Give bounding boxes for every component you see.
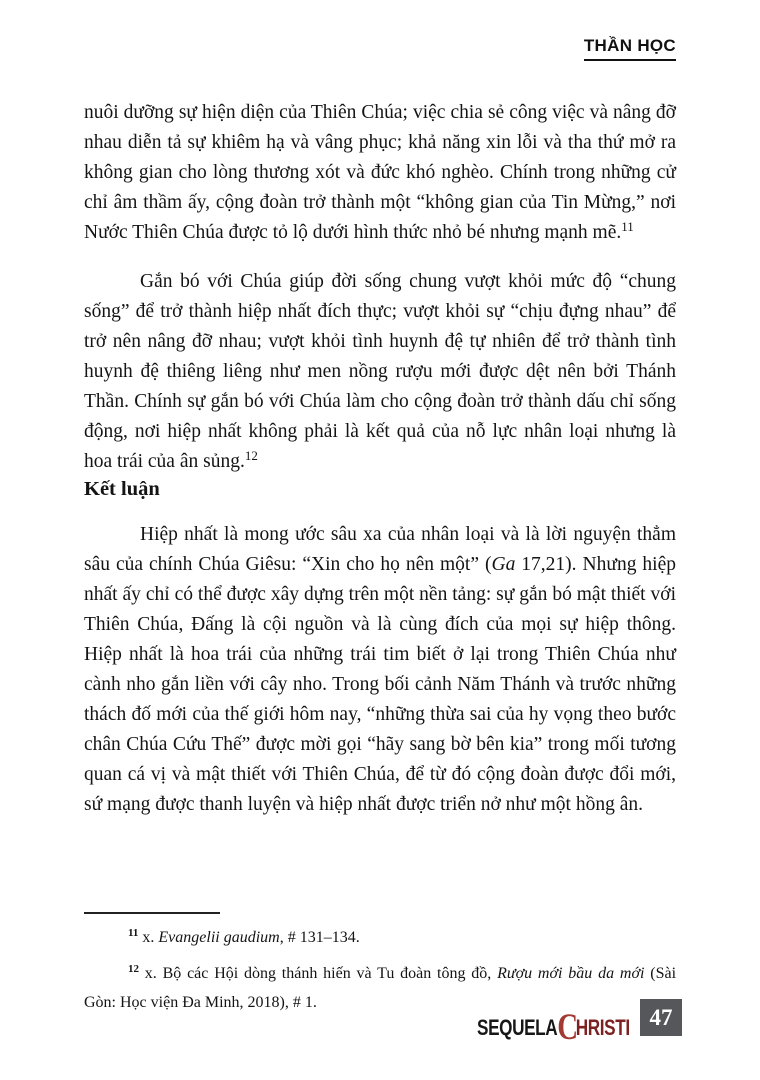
paragraph-text: nuôi dưỡng sự hiện diện của Thiên Chúa; việc chia sẻ công việc và nâng đỡ nhau diễn tả sự khiêm hạ và vâng phục; khả năng xin lỗi và tha thứ mở ra không gian cho lòng thương xót và đức khó nghèo. Chính trong những cử chỉ âm thầm ấy, cộng đoàn trở thành một “không gian của Tin Mừng,” nơi Nước Thiên Chúa được tỏ lộ dưới hình thức nhỏ bé nhưng mạnh mẽ.: [84, 101, 676, 243]
page-number-badge: [640, 999, 682, 1036]
footnote-separator: [84, 912, 220, 914]
paragraph-text: Gắn bó với Chúa giúp đời sống chung vượt khỏi mức độ “chung sống” để trở thành hiệp nhất đích thực; vượt khỏi sự “chịu đựng nhau” để trở nên nâng đỡ nhau; vượt khỏi tình huynh đệ tự nhiên để trở thành tình huynh đệ thiêng liêng như men nồng rượu mới được dệt nên bởi Thánh Thần. Chính sự gắn bó với Chúa làm cho cộng đoàn trở thành dấu chỉ sống động, nơi hiệp nhất không phải là kết quả của nỗ lực nhân loại nhưng là hoa trái của ân sủng.: [84, 270, 676, 472]
footnote-marker: 11: [128, 927, 139, 939]
footnote-reference-11: 11: [621, 218, 634, 234]
cited-title: Evangelii gaudium: [158, 929, 280, 946]
cited-title: Rượu mới bầu da mới: [497, 965, 645, 982]
paragraph-text: Hiệp nhất là mong ước sâu xa của nhân loại và là lời nguyện thẳm sâu của chính Chúa Giêsu: “Xin cho họ nên một” (: [84, 523, 676, 575]
body-paragraph-2: [84, 267, 676, 477]
sequela-christi-logo: [477, 1002, 630, 1048]
footnote-marker: 12: [128, 963, 139, 975]
footnote-reference-12: 12: [244, 447, 258, 463]
body-paragraph-3: [84, 520, 676, 820]
footnote-text: x.: [138, 929, 159, 946]
running-head: THẦN HỌC: [584, 36, 676, 61]
paragraph-text: 17,21). Nhưng hiệp nhất ấy chỉ có thể được xây dựng trên một nền tảng: sự gắn bó mật thiết với Thiên Chúa, Đấng là cội nguồn và là cùng đích của mọi sự hiệp thông. Hiệp nhất là hoa trái của những trái tim biết ở lại trong Thiên Chúa như cành nho gắn liền với cây nho. Trong bối cảnh Năm Thánh và trước những thách đố mới của thế giới hôm nay, “những thừa sai của hy vọng theo bước chân Chúa Cứu Thế” được mời gọi “hãy sang bờ bên kia” trong mối tương quan cá vị và mật thiết với Thiên Chúa, để từ đó cộng đoàn được đổi mới, sứ mạng được thanh luyện và hiệp nhất được triển nở như một hồng ân.: [84, 553, 676, 815]
body-paragraph-1: [84, 98, 676, 248]
logo-letter-c: C: [557, 1007, 579, 1048]
logo-text-sequela: SEQUELA: [477, 1015, 558, 1040]
page-number: 47: [649, 1004, 673, 1030]
page-header: [84, 36, 676, 61]
logo-text-hristi: HRISTI: [576, 1015, 630, 1040]
section-heading: Kết luận: [84, 478, 160, 500]
footnote-text: (Sài Gòn: Học viện Đa Minh, 2018), # 1.: [84, 965, 677, 1011]
scripture-abbreviation: Ga: [491, 553, 516, 575]
footnote-text: , # 131–134.: [279, 929, 360, 946]
footnote-11: [84, 923, 676, 952]
footnote-text: x. Bộ các Hội dòng thánh hiến và Tu đoàn tông đồ,: [139, 965, 498, 982]
